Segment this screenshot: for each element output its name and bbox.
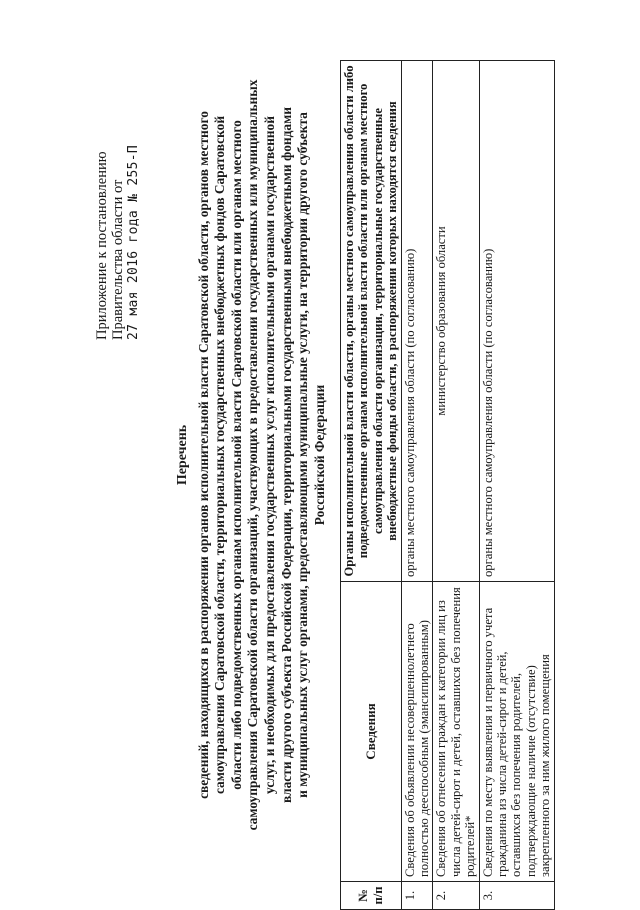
row-num: 2. [433,882,479,910]
approval-block [94,40,142,340]
row-info: Сведения об объявлении несовершеннолетнего полностью дееспособным (эмансипированным) [401,582,433,882]
approval-line-2: Правительства области от [110,179,126,340]
row-info: Сведения об отнесении граждан к категории лиц из числа детей-сирот и детей, оставшихся без попечения родителей* [433,582,479,882]
table-row [433,61,479,910]
row-organs: органы местного самоуправления области (по согласованию) [479,61,554,582]
header-organs: Органы исполнительной власти области, органы местного самоуправления области либо подведомственные органам исполнительной власти области или органам местного самоуправления области организации, территориальные государственные внебюджетные фонды области, в распоряжении которых находятся сведения [341,61,402,582]
row-num: 1. [401,882,433,910]
title-line: области либо подведомственных органам исполнительной власти Саратовской области или органам местного [228,120,244,790]
approval-line-3: 27 мая 2016 года № 255-П [126,144,141,340]
table-row [401,61,433,910]
title-line: сведений, находящихся в распоряжении органов исполнительной власти Саратовской области, органов местного [195,111,211,799]
document-title [175,65,328,845]
header-num: № п/п [341,882,402,910]
row-organs: министерство образования области [433,61,479,582]
row-info: Сведения по месту выявления и первичного учета гражданина из числа детей-сирот и детей, оставшихся без попечения родителей, подтверждающие наличие (отсутствие) закрепленного за ним жилого помещения [479,582,554,882]
title-line: власти другого субъекта Российской Федерации, территориальными государственными внебюджетными фондами [278,107,294,803]
table-header-row [341,61,402,910]
header-info: Сведения [341,582,402,882]
row-num: 3. [479,882,554,910]
title-line: самоуправления Саратовской области, территориальных государственных внебюджетных фондов Саратовской [212,115,228,795]
title-line: услуг, и необходимых для предоставления государственных услуг исполнительными органами государственной [261,116,277,794]
approval-line-1: Приложение к постановлению [94,151,110,340]
row-organs: органы местного самоуправления области (по согласованию) [401,61,433,582]
title-line: самоуправления Саратовской области организаций, участвующих в предоставлении государственных или муниципальных [245,79,261,831]
title-line: Российской Федерации [311,384,327,526]
table-row [479,61,554,910]
title-heading: Перечень [175,424,190,486]
title-line: и муниципальных услуг органами, предоставляющими муниципальные услуги, на территории другого субъекта [295,112,311,798]
info-table [340,60,555,910]
